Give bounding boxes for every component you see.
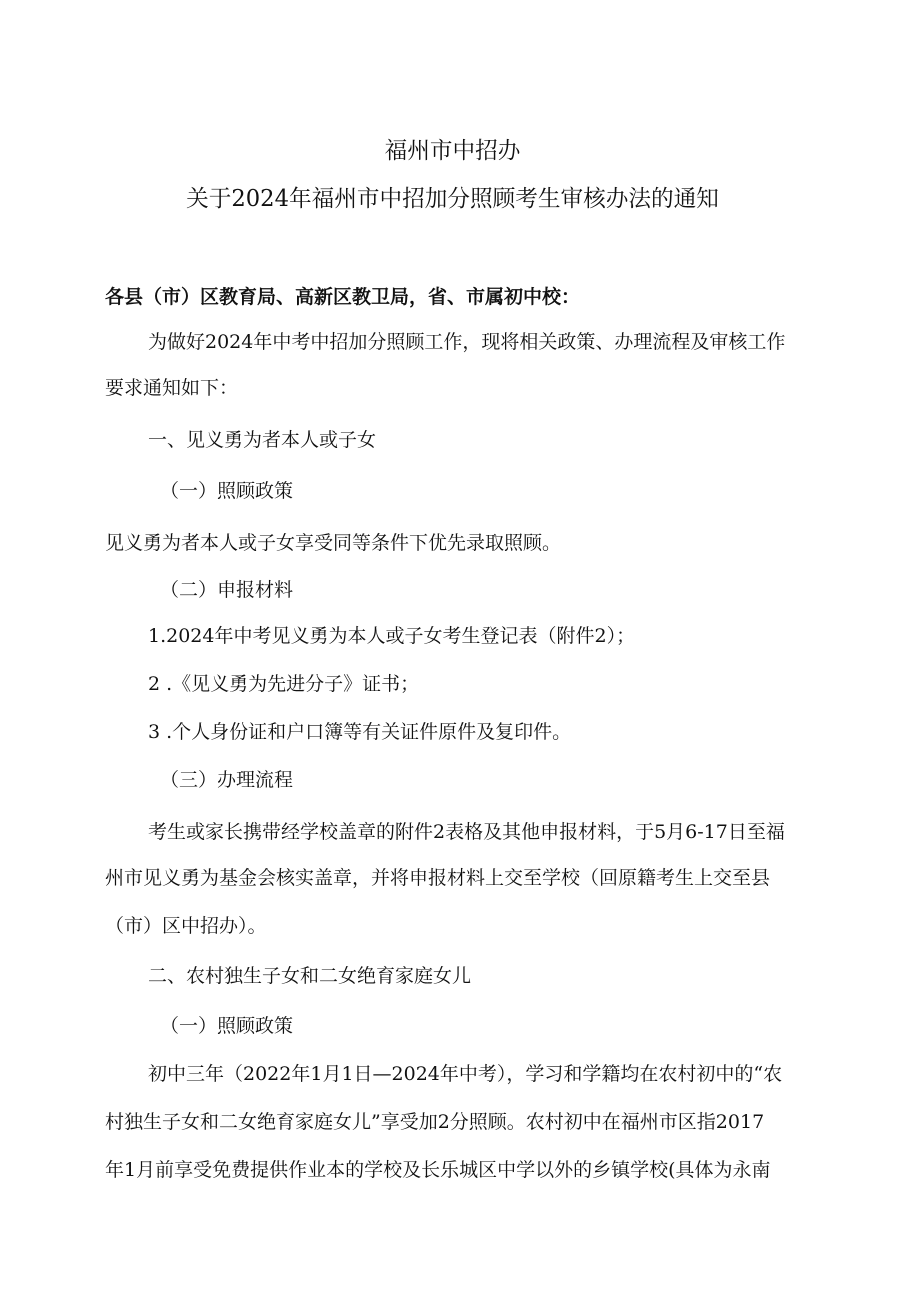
section-2-policy-line-2: 村独生子女和二女绝育家庭女儿”享受加2分照顾。农村初中在福州市区指2017 [105, 1111, 765, 1133]
section-1-material-2: 2 .《见义勇为先进分子》证书； [148, 673, 420, 695]
section-1-policy-text: 见义勇为者本人或子女享受同等条件下优先录取照顾。 [105, 532, 562, 554]
intro-line-1: 为做好2024年中考中招加分照顾工作，现将相关政策、办理流程及审核工作 [148, 331, 786, 353]
addressee: 各县（市）区教育局、高新区教卫局，省、市属初中校： [105, 286, 581, 308]
section-1-materials-heading: （二）申报材料 [160, 579, 294, 601]
section-2-heading: 二、农村独生子女和二女绝育家庭女儿 [148, 965, 472, 987]
section-1-material-3: 3 .个人身份证和户口簿等有关证件原件及复印件。 [148, 721, 572, 743]
issuer-title: 福州市中招办 [384, 138, 521, 164]
section-1-process-heading: （三）办理流程 [160, 769, 294, 791]
intro-line-2: 要求通知如下： [105, 377, 239, 399]
section-2-policy-heading: （一）照顾政策 [160, 1015, 294, 1037]
section-2-policy-line-1: 初中三年（2022年1月1日—2024年中考），学习和学籍均在农村初中的“农 [148, 1063, 783, 1085]
section-1-heading: 一、见义勇为者本人或子女 [148, 429, 377, 451]
section-1-process-line-2: 州市见义勇为基金会核实盖章，并将申报材料上交至学校（回原籍考生上交至县 [105, 867, 771, 889]
section-1-process-line-1: 考生或家长携带经学校盖章的附件2表格及其他申报材料，于5月6-17日至福 [148, 821, 785, 843]
section-1-material-1: 1.2024年中考见义勇为本人或子女考生登记表（附件2）； [148, 625, 636, 647]
section-1-process-line-3: （市）区中招办）。 [105, 915, 267, 937]
document-title: 关于2024年福州市中招加分照顾考生审核办法的通知 [186, 186, 719, 212]
section-2-policy-line-3: 年1月前享受免费提供作业本的学校及长乐城区中学以外的乡镇学校(具体为永南 [105, 1159, 771, 1181]
section-1-policy-heading: （一）照顾政策 [160, 480, 294, 502]
